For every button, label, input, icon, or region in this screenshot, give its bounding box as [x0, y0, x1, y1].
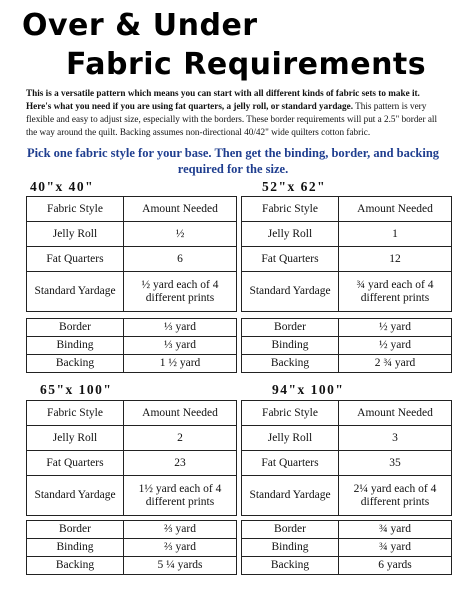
row-value: ½ yard — [339, 319, 452, 337]
header-amount-needed: Amount Needed — [124, 401, 237, 426]
header-amount-needed: Amount Needed — [339, 197, 452, 222]
row-value: 1 — [339, 222, 452, 247]
row-label: Fat Quarters — [27, 247, 124, 272]
row-label: Binding — [242, 337, 339, 355]
row-value: 35 — [339, 451, 452, 476]
row-label: Backing — [242, 355, 339, 373]
header-fabric-style: Fabric Style — [242, 197, 339, 222]
row-label: Binding — [242, 539, 339, 557]
size-heading: 94"x 100" — [272, 382, 345, 397]
fabric-table — [241, 400, 452, 516]
row-value: 23 — [124, 451, 237, 476]
row-label: Jelly Roll — [27, 426, 124, 451]
row-value: 2 ¾ yard — [339, 355, 452, 373]
row-value: ¾ yard each of 4 different prints — [339, 272, 452, 312]
row-label: Binding — [27, 539, 124, 557]
row-value: 6 yards — [339, 557, 452, 575]
row-label: Standard Yardage — [242, 272, 339, 312]
title-line-2: Fabric Requirements — [66, 47, 427, 82]
size-heading: 52"x 62" — [262, 179, 327, 194]
row-label: Jelly Roll — [27, 222, 124, 247]
row-label: Backing — [242, 557, 339, 575]
row-value: ½ — [124, 222, 237, 247]
row-label: Standard Yardage — [242, 476, 339, 516]
row-value: 3 — [339, 426, 452, 451]
row-label: Border — [242, 319, 339, 337]
intro-paragraph — [26, 87, 440, 139]
row-value: 6 — [124, 247, 237, 272]
row-value: 12 — [339, 247, 452, 272]
row-value: 1½ yard each of 4 different prints — [124, 476, 237, 516]
title-line-1: Over & Under — [22, 8, 258, 43]
header-fabric-style: Fabric Style — [27, 197, 124, 222]
fabric-table — [241, 196, 452, 312]
row-value: ½ yard — [339, 337, 452, 355]
row-label: Backing — [27, 557, 124, 575]
row-label: Jelly Roll — [242, 426, 339, 451]
row-label: Binding — [27, 337, 124, 355]
row-value: 1 ½ yard — [124, 355, 237, 373]
row-value: ⅓ yard — [124, 319, 237, 337]
row-value: 2¼ yard each of 4 different prints — [339, 476, 452, 516]
instruction-text: Pick one fabric style for your base. Then get the binding, border, and backing required for the size. — [26, 146, 440, 176]
size-heading: 65"x 100" — [40, 382, 113, 397]
row-value: ⅔ yard — [124, 539, 237, 557]
header-fabric-style: Fabric Style — [27, 401, 124, 426]
row-value: ½ yard each of 4 different prints — [124, 272, 237, 312]
extras-table — [241, 318, 452, 373]
row-value: ⅔ yard — [124, 521, 237, 539]
row-label: Border — [242, 521, 339, 539]
row-label: Fat Quarters — [242, 247, 339, 272]
size-heading: 40"x 40" — [30, 179, 95, 194]
fabric-table — [26, 400, 237, 516]
intro-bold-text: This is a versatile pattern which means you can start with all different kinds of fabric sets to make it. Here's what you need if you are using fat quarters, a jelly roll, or standard yardage. — [26, 88, 420, 111]
row-value: ⅓ yard — [124, 337, 237, 355]
row-value: 2 — [124, 426, 237, 451]
fabric-table — [26, 196, 237, 312]
row-label: Jelly Roll — [242, 222, 339, 247]
intro-rest-text: This pattern is very flexible and easy to adjust size, especially with the borders. These border requirements will put a 2.5" border all the way around the quilt. Backing assumes non-directional 40/42" wide quilters cotton fabric. — [26, 101, 438, 137]
extras-table — [26, 520, 237, 575]
row-value: ¾ yard — [339, 539, 452, 557]
row-label: Standard Yardage — [27, 476, 124, 516]
row-value: ¾ yard — [339, 521, 452, 539]
row-label: Standard Yardage — [27, 272, 124, 312]
row-label: Fat Quarters — [242, 451, 339, 476]
extras-table — [241, 520, 452, 575]
header-amount-needed: Amount Needed — [124, 197, 237, 222]
row-label: Border — [27, 521, 124, 539]
row-label: Backing — [27, 355, 124, 373]
extras-table — [26, 318, 237, 373]
row-label: Fat Quarters — [27, 451, 124, 476]
header-fabric-style: Fabric Style — [242, 401, 339, 426]
header-amount-needed: Amount Needed — [339, 401, 452, 426]
row-value: 5 ¼ yards — [124, 557, 237, 575]
row-label: Border — [27, 319, 124, 337]
